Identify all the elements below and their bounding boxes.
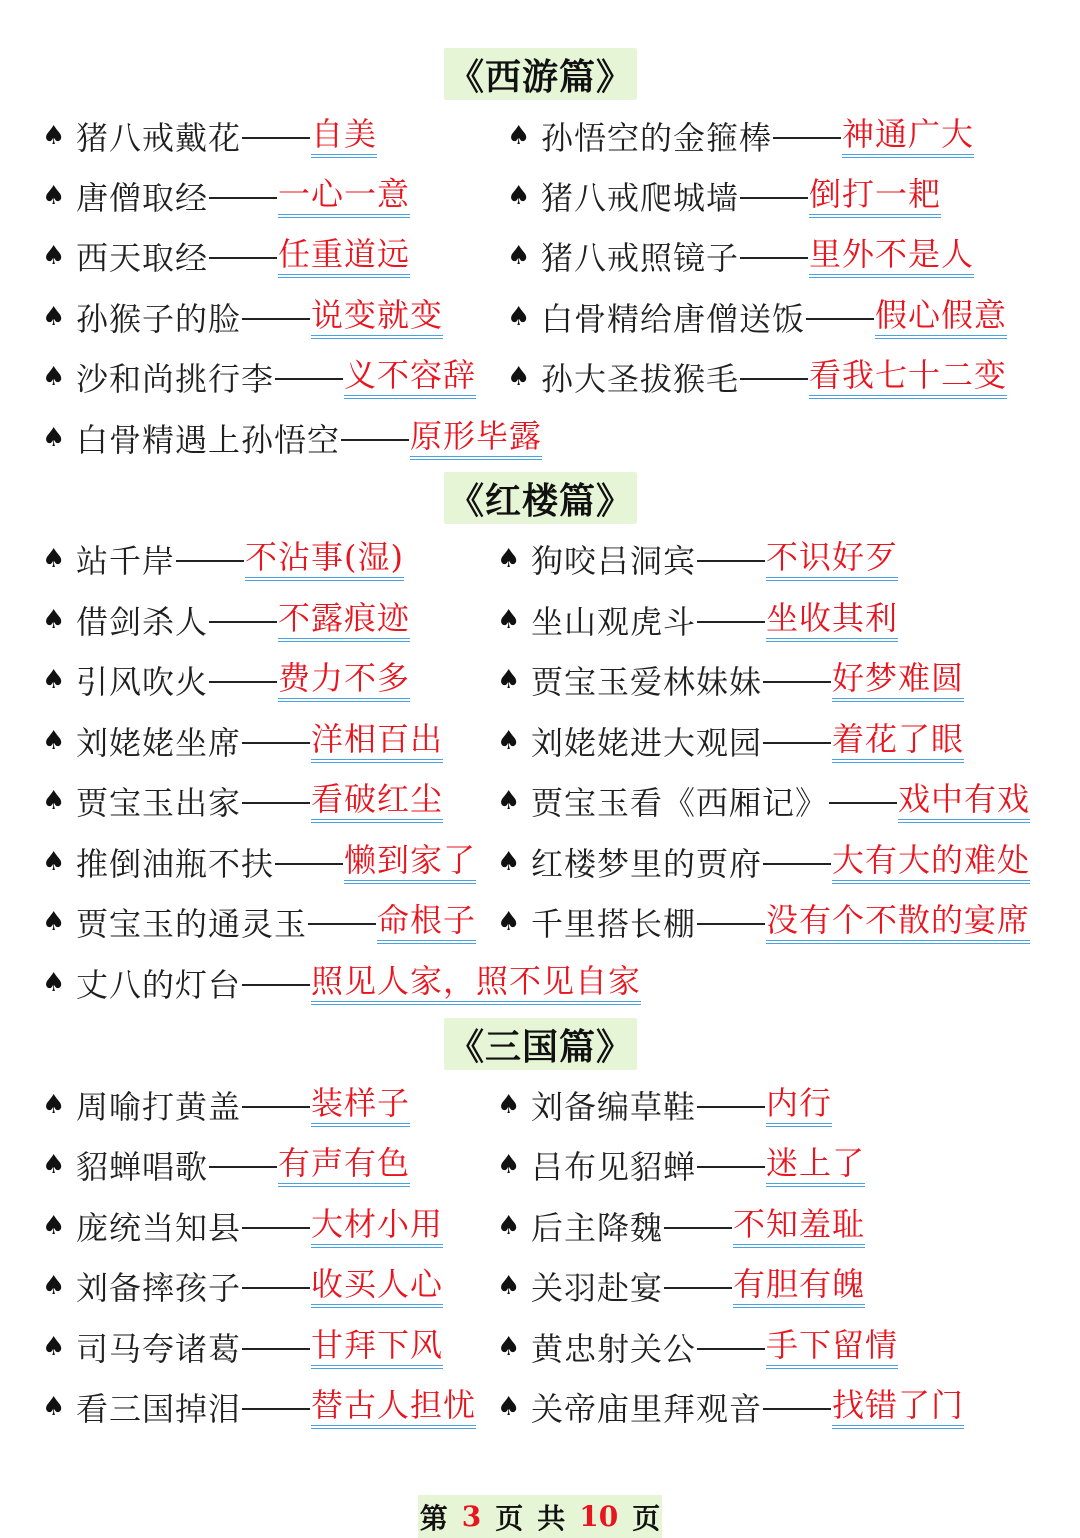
list-item: [42, 1382, 476, 1432]
list-item: [42, 231, 410, 281]
answer: 不识好歹: [766, 537, 898, 581]
question: 千里搭长棚: [531, 905, 697, 943]
answer: 义不容辞: [344, 355, 476, 399]
answer: 照见人家，照不见自家: [311, 961, 641, 1005]
list-item: [507, 352, 1007, 402]
spade-icon: ♠: [497, 605, 521, 635]
list-item: [42, 1080, 410, 1130]
footer-text: 第: [419, 1501, 448, 1535]
spade-icon: ♠: [42, 121, 66, 151]
spade-icon: ♠: [497, 1090, 521, 1120]
question: 貂蝉唱歌: [76, 1148, 209, 1186]
question: 红楼梦里的贾府: [531, 845, 763, 883]
answer: 找错了门: [832, 1385, 964, 1429]
list-item: [497, 1140, 865, 1190]
spade-icon: ♠: [42, 726, 66, 756]
answer: 戏中有戏: [898, 779, 1030, 823]
question: 周喻打黄盖: [76, 1088, 242, 1126]
dash: [763, 681, 831, 683]
page-indicator: [418, 1495, 662, 1538]
answer: 看破红尘: [311, 779, 443, 823]
spade-icon: ♠: [42, 362, 66, 392]
dash: [697, 1166, 765, 1168]
dash: [763, 742, 831, 744]
section-title-xiyou: 《西游篇》: [444, 48, 637, 100]
answer: 懒到家了: [344, 840, 476, 884]
spade-icon: ♠: [507, 121, 531, 151]
question: 关羽赴宴: [531, 1269, 664, 1307]
question: 司马夸诸葛: [76, 1330, 242, 1368]
list-item: [42, 837, 476, 887]
answer: 不露痕迹: [278, 598, 410, 642]
answer: 有胆有魄: [733, 1264, 865, 1308]
question: 白骨精给唐僧送饭: [541, 300, 806, 338]
spade-icon: ♠: [42, 907, 66, 937]
spade-icon: ♠: [42, 1211, 66, 1241]
question: 黄忠射关公: [531, 1330, 697, 1368]
dash: [697, 1106, 765, 1108]
list-item: [42, 595, 410, 645]
dash: [209, 1166, 277, 1168]
dash: [740, 257, 808, 259]
answer: 说变就变: [311, 295, 443, 339]
list-item: [497, 534, 898, 584]
list-item: [42, 292, 443, 342]
footer-text: 页: [632, 1501, 661, 1535]
spade-icon: ♠: [497, 726, 521, 756]
list-item: [497, 1201, 865, 1251]
spade-icon: ♠: [42, 423, 66, 453]
dash: [242, 984, 310, 986]
answer: 任重道远: [278, 234, 410, 278]
spade-icon: ♠: [42, 1150, 66, 1180]
dash: [829, 802, 897, 804]
spade-icon: ♠: [497, 665, 521, 695]
spade-icon: ♠: [42, 302, 66, 332]
question: 猪八戒戴花: [76, 119, 242, 157]
dash: [242, 1227, 310, 1229]
question: 贾宝玉看《西厢记》: [531, 784, 829, 822]
list-item: [497, 776, 1030, 826]
answer: 里外不是人: [809, 234, 974, 278]
dash: [242, 1408, 310, 1410]
question: 孙大圣拔猴毛: [541, 360, 740, 398]
answer: 迷上了: [766, 1143, 865, 1187]
question: 引风吹火: [76, 663, 209, 701]
answer: 假心假意: [875, 295, 1007, 339]
question: 西天取经: [76, 239, 209, 277]
question: 庞统当知县: [76, 1209, 242, 1247]
question: 看三国掉泪: [76, 1390, 242, 1428]
dash: [664, 1227, 732, 1229]
question: 借剑杀人: [76, 603, 209, 641]
list-item: [497, 595, 898, 645]
list-item: [507, 231, 974, 281]
answer: 费力不多: [278, 658, 410, 702]
spade-icon: ♠: [507, 362, 531, 392]
answer: 甘拜下风: [311, 1325, 443, 1369]
list-item: [42, 171, 410, 221]
dash: [242, 742, 310, 744]
spade-icon: ♠: [497, 847, 521, 877]
spade-icon: ♠: [497, 1332, 521, 1362]
dash: [763, 863, 831, 865]
dash: [740, 197, 808, 199]
list-item: [497, 655, 964, 705]
list-item: [42, 1322, 443, 1372]
question: 唐僧取经: [76, 179, 209, 217]
dash: [209, 621, 277, 623]
dash: [242, 1287, 310, 1289]
dash: [763, 1408, 831, 1410]
spade-icon: ♠: [497, 1271, 521, 1301]
spade-icon: ♠: [42, 605, 66, 635]
answer: 好梦难圆: [832, 658, 964, 702]
question: 推倒油瓶不扶: [76, 845, 275, 883]
current-page-number: 3: [461, 1500, 482, 1533]
answer: 内行: [766, 1083, 832, 1127]
spade-icon: ♠: [42, 786, 66, 816]
question: 坐山观虎斗: [531, 603, 697, 641]
question: 猪八戒照镜子: [541, 239, 740, 277]
answer: 有声有色: [278, 1143, 410, 1187]
answer: 大材小用: [311, 1204, 443, 1248]
answer: 一心一意: [278, 174, 410, 218]
answer: 收买人心: [311, 1264, 443, 1308]
list-item: [42, 958, 641, 1008]
dash: [242, 1106, 310, 1108]
answer: 大有大的难处: [832, 840, 1030, 884]
spade-icon: ♠: [497, 1211, 521, 1241]
dash: [209, 197, 277, 199]
spade-icon: ♠: [42, 968, 66, 998]
footer-text: 页: [495, 1501, 524, 1535]
spade-icon: ♠: [42, 181, 66, 211]
spade-icon: ♠: [42, 847, 66, 877]
question: 贾宝玉出家: [76, 784, 242, 822]
total-pages-number: 10: [579, 1500, 619, 1533]
spade-icon: ♠: [497, 786, 521, 816]
dash: [697, 923, 765, 925]
answer: 手下留情: [766, 1325, 898, 1369]
answer: 自美: [311, 114, 377, 158]
answer: 神通广大: [842, 114, 974, 158]
list-item: [42, 716, 443, 766]
answer: 坐收其利: [766, 598, 898, 642]
dash: [275, 863, 343, 865]
answer: 不知羞耻: [733, 1204, 865, 1248]
answer: 替古人担忧: [311, 1385, 476, 1429]
dash: [308, 923, 376, 925]
dash: [697, 1348, 765, 1350]
question: 白骨精遇上孙悟空: [76, 421, 341, 459]
dash: [242, 802, 310, 804]
dash: [740, 378, 808, 380]
list-item: [497, 897, 1030, 947]
question: 吕布见貂蝉: [531, 1148, 697, 1186]
question: 站千岸: [76, 542, 176, 580]
dash: [209, 681, 277, 683]
answer: 装样子: [311, 1083, 410, 1127]
question: 关帝庙里拜观音: [531, 1390, 763, 1428]
list-item: [507, 171, 941, 221]
answer: 不沾事(湿): [245, 537, 404, 581]
dash: [341, 439, 409, 441]
spade-icon: ♠: [42, 1271, 66, 1301]
question: 刘姥姥坐席: [76, 724, 242, 762]
list-item: [42, 352, 476, 402]
list-item: [507, 111, 974, 161]
list-item: [42, 897, 476, 947]
list-item: [42, 534, 404, 584]
section-title-sanguo: 《三国篇》: [444, 1018, 637, 1070]
question: 孙悟空的金箍棒: [541, 119, 773, 157]
spade-icon: ♠: [42, 665, 66, 695]
question: 刘备摔孩子: [76, 1269, 242, 1307]
answer: 命根子: [377, 900, 476, 944]
spade-icon: ♠: [42, 241, 66, 271]
spade-icon: ♠: [42, 1332, 66, 1362]
list-item: [497, 1261, 865, 1311]
question: 狗咬吕洞宾: [531, 542, 697, 580]
spade-icon: ♠: [507, 181, 531, 211]
list-item: [42, 413, 542, 463]
footer-text: 共: [537, 1501, 566, 1535]
list-item: [497, 1080, 832, 1130]
spade-icon: ♠: [42, 1392, 66, 1422]
list-item: [507, 292, 1007, 342]
spade-icon: ♠: [497, 1392, 521, 1422]
answer: 着花了眼: [832, 719, 964, 763]
list-item: [42, 1201, 443, 1251]
dash: [275, 378, 343, 380]
list-item: [497, 1322, 898, 1372]
dash: [806, 318, 874, 320]
spade-icon: ♠: [497, 544, 521, 574]
question: 沙和尚挑行李: [76, 360, 275, 398]
answer: 原形毕露: [410, 416, 542, 460]
dash: [242, 1348, 310, 1350]
dash: [773, 137, 841, 139]
answer: 倒打一耙: [809, 174, 941, 218]
question: 贾宝玉爱林妹妹: [531, 663, 763, 701]
dash: [176, 560, 244, 562]
answer: 看我七十二变: [809, 355, 1007, 399]
dash: [697, 621, 765, 623]
list-item: [42, 111, 377, 161]
list-item: [42, 1140, 410, 1190]
list-item: [497, 716, 964, 766]
dash: [664, 1287, 732, 1289]
spade-icon: ♠: [497, 907, 521, 937]
section-title-honglou: 《红楼篇》: [444, 472, 637, 524]
list-item: [497, 837, 1030, 887]
question: 猪八戒爬城墙: [541, 179, 740, 217]
spade-icon: ♠: [507, 302, 531, 332]
question: 刘备编草鞋: [531, 1088, 697, 1126]
list-item: [42, 1261, 443, 1311]
question: 刘姥姥进大观园: [531, 724, 763, 762]
answer: 没有个不散的宴席: [766, 900, 1030, 944]
dash: [242, 318, 310, 320]
question: 丈八的灯台: [76, 966, 242, 1004]
dash: [242, 137, 310, 139]
question: 孙猴子的脸: [76, 300, 242, 338]
list-item: [497, 1382, 964, 1432]
dash: [209, 257, 277, 259]
question: 后主降魏: [531, 1209, 664, 1247]
question: 贾宝玉的通灵玉: [76, 905, 308, 943]
answer: 洋相百出: [311, 719, 443, 763]
spade-icon: ♠: [507, 241, 531, 271]
list-item: [42, 776, 443, 826]
dash: [697, 560, 765, 562]
spade-icon: ♠: [42, 544, 66, 574]
spade-icon: ♠: [497, 1150, 521, 1180]
spade-icon: ♠: [42, 1090, 66, 1120]
list-item: [42, 655, 410, 705]
